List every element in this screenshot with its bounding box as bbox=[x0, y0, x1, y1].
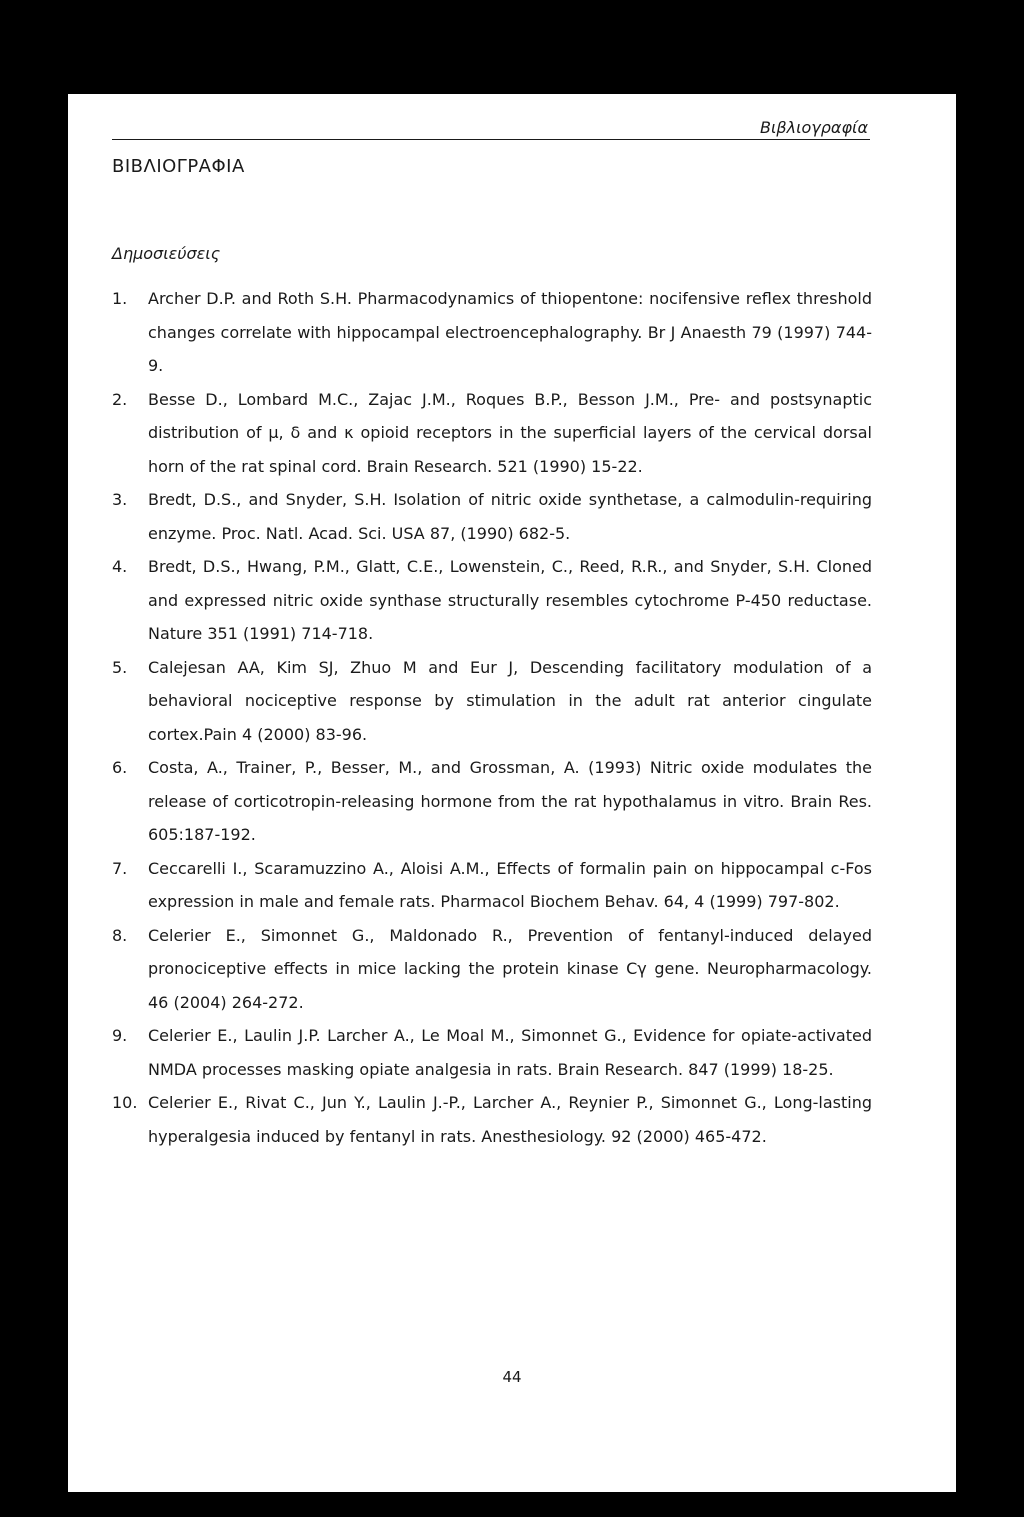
document-page bbox=[68, 94, 956, 1492]
reference-list bbox=[112, 282, 872, 1153]
reference-text: Bredt, D.S., Hwang, P.M., Glatt, C.E., Lowenstein, C., Reed, R.R., and Snyder, S.H. Cloned and expressed nitric oxide synthase structurally resembles cytochrome P-450 reductase. Nature 351 (1991) 714-718. bbox=[148, 557, 872, 643]
subsection-title: Δημοσιεύσεις bbox=[112, 244, 221, 263]
reference-item bbox=[112, 751, 872, 852]
reference-number: 9. bbox=[112, 1026, 128, 1045]
reference-item bbox=[112, 282, 872, 383]
reference-number: 8. bbox=[112, 925, 128, 945]
page-number: 44 bbox=[502, 1368, 522, 1386]
reference-number: 5. bbox=[112, 657, 128, 677]
reference-number: 3. bbox=[112, 490, 128, 509]
reference-text: Celerier E., Rivat C., Jun Y., Laulin J.-P., Larcher A., Reynier P., Simonnet G., Long-lasting hyperalgesia induced by fentanyl in rats. Anesthesiology. 92 (2000) 465-472. bbox=[148, 1093, 872, 1146]
reference-item bbox=[112, 550, 872, 651]
reference-text: Bredt, D.S., and Snyder, S.H. Isolation of nitric oxide synthetase, a calmodulin-requiring enzyme. Proc. Natl. Acad. Sci. USA 87, (1990) 682-5. bbox=[148, 490, 872, 543]
reference-text: Besse D., Lombard M.C., Zajac J.M., Roques B.P., Besson J.M., Pre- and postsynaptic distribution of μ, δ and κ opioid receptors in the superficial layers of the cervical dorsal horn of the rat spinal cord. Brain Research. 521 (1990) 15-22. bbox=[148, 389, 872, 476]
reference-item bbox=[112, 383, 872, 484]
reference-text: Costa, A., Trainer, P., Besser, M., and Grossman, A. (1993) Nitric oxide modulates the release of corticotropin-releasing hormone from the rat hypothalamus in vitro. Brain Res. 605:187-192. bbox=[148, 758, 872, 844]
section-title: ΒΙΒΛΙΟΓΡΑΦΙΑ bbox=[112, 156, 245, 177]
reference-item bbox=[112, 483, 872, 550]
reference-item bbox=[112, 1086, 872, 1153]
reference-item bbox=[112, 651, 872, 752]
reference-text: Archer D.P. and Roth S.H. Pharmacodynamics of thiopentone: nocifensive reflex threshold changes correlate with hippocampal electroencephalography. Br J Anaesth 79 (1997) 744-9. bbox=[148, 289, 872, 375]
reference-text: Ceccarelli I., Scaramuzzino A., Aloisi A.M., Effects of formalin pain on hippocampal c-Fos expression in male and female rats. Pharmacol Biochem Behav. 64, 4 (1999) 797-802. bbox=[148, 858, 872, 911]
reference-item bbox=[112, 919, 872, 1020]
header-rule bbox=[112, 139, 870, 140]
reference-item bbox=[112, 852, 872, 919]
reference-number: 1. bbox=[112, 289, 128, 308]
reference-item bbox=[112, 1019, 872, 1086]
reference-text: Calejesan AA, Kim SJ, Zhuo M and Eur J, Descending facilitatory modulation of a behavioral nociceptive response by stimulation in the adult rat anterior cingulate cortex.Pain 4 (2000) 83-96. bbox=[148, 657, 872, 744]
reference-text: Celerier E., Simonnet G., Maldonado R., Prevention of fentanyl-induced delayed pronociceptive effects in mice lacking the protein kinase Cγ gene. Neuropharmacology. 46 (2004) 264-272. bbox=[148, 925, 872, 1012]
reference-number: 4. bbox=[112, 557, 128, 576]
reference-number: 7. bbox=[112, 858, 128, 878]
reference-number: 6. bbox=[112, 758, 128, 777]
running-head: Βιβλιογραφία bbox=[760, 118, 868, 137]
reference-number: 2. bbox=[112, 389, 128, 409]
reference-text: Celerier E., Laulin J.P. Larcher A., Le Moal M., Simonnet G., Evidence for opiate-activated NMDA processes masking opiate analgesia in rats. Brain Research. 847 (1999) 18-25. bbox=[148, 1026, 872, 1079]
reference-number: 10. bbox=[112, 1093, 138, 1112]
